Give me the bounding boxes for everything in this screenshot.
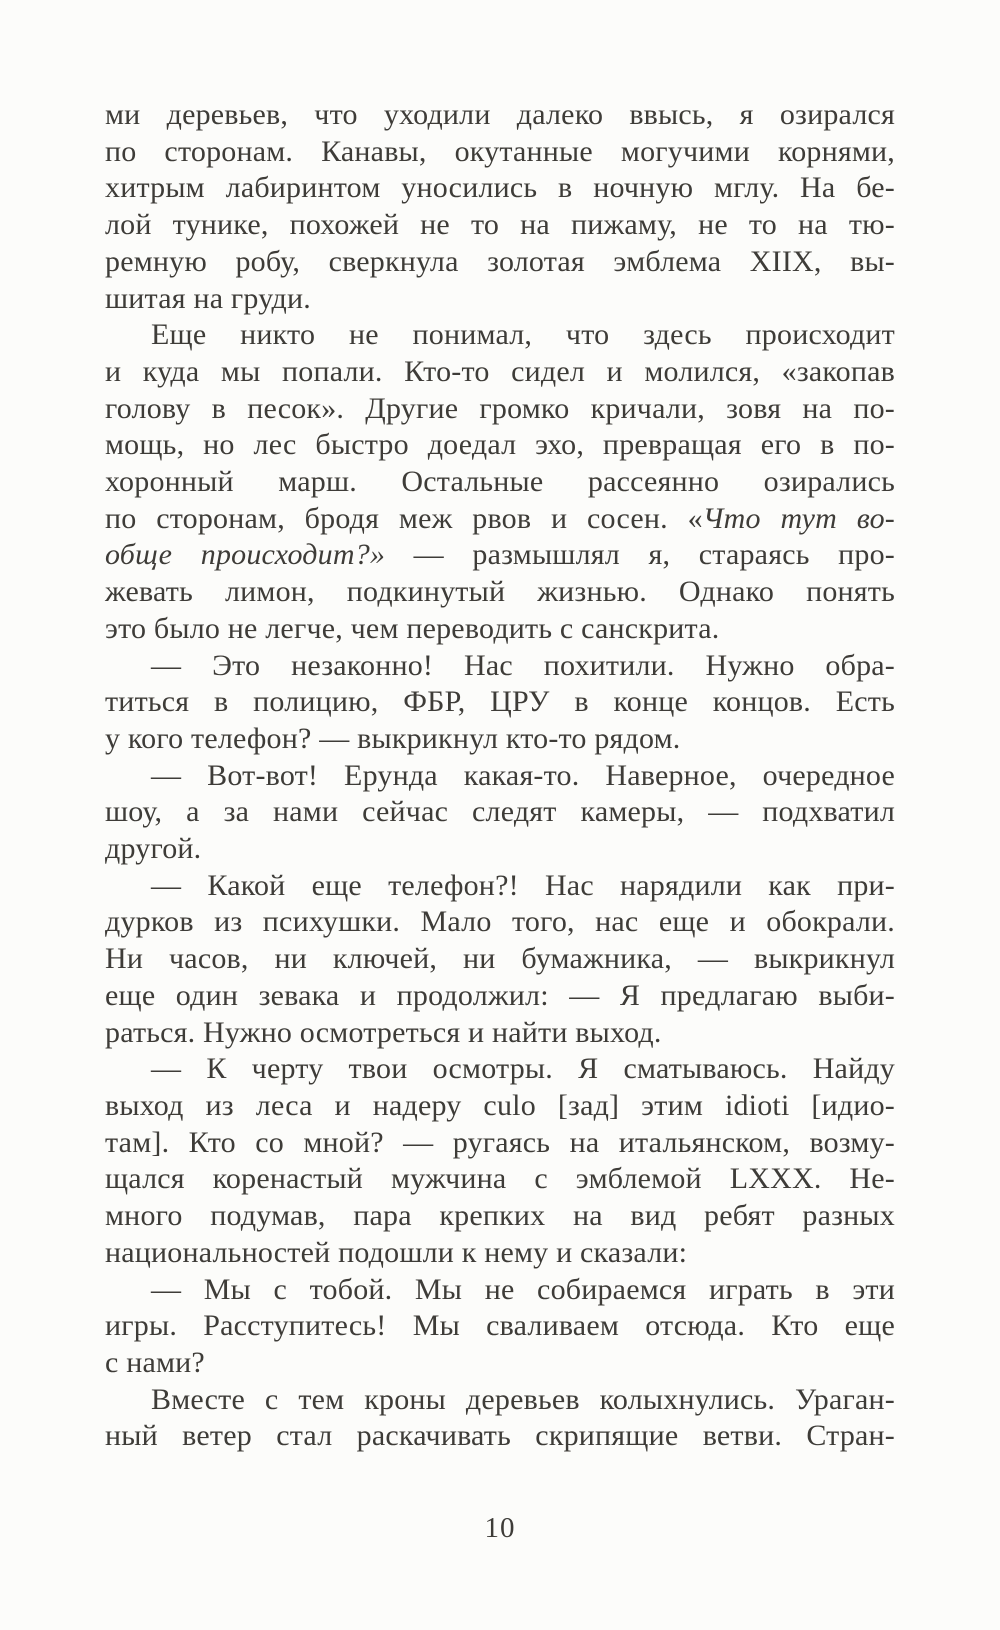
text-segment: мощь, но лес быстро доедал эхо, превращая его в по- [105,428,895,462]
text-line [105,794,895,831]
text-segment: дурков из психушки. Мало того, нас еще и обокрали. [105,905,895,939]
text-line [105,464,895,501]
text-segment: по сторонам. Канавы, окутанные могучими корнями, [105,134,895,168]
text-segment: лой тунике, похожей не то на пижаму, не то на тю- [105,208,895,242]
text-line [105,1015,895,1052]
text-line [105,978,895,1015]
text-block [105,97,895,1455]
text-line [105,244,895,281]
text-line [105,831,895,868]
text-line [105,1088,895,1125]
text-segment: голову в песок». Другие громко кричали, зовя на по- [105,391,895,425]
text-segment: шоу, а за нами сейчас следят камеры, — подхватил [105,795,895,829]
text-line [105,354,895,391]
text-line [105,1235,895,1272]
text-line [105,574,895,611]
text-segment: титься в полицию, ФБР, ЦРУ в конце концов. Есть [105,685,895,719]
text-segment: еще один зевака и продолжил: — Я предлагаю выби- [105,978,895,1012]
text-line [105,611,895,648]
text-line [105,1345,895,1382]
text-line [105,391,895,428]
text-line [105,170,895,207]
text-segment: жевать лимон, подкинутый жизнью. Однако понять [105,575,895,609]
text-line [105,721,895,758]
text-line [105,1051,895,1088]
text-segment: ремную робу, сверкнула золотая эмблема XIIX, вы- [105,244,895,278]
text-segment: другой. [105,832,202,866]
text-line [105,648,895,685]
text-segment: ный ветер стал раскачивать скрипящие ветви. Стран- [105,1419,895,1453]
text-segment: Вместе с тем кроны деревьев колыхнулись. Ураган- [151,1382,895,1416]
text-line [105,1272,895,1309]
text-line [105,1125,895,1162]
text-segment: — Вот-вот! Ерунда какая-то. Наверное, очередное [151,758,895,792]
text-line [105,1382,895,1419]
text-segment: с нами? [105,1345,205,1379]
text-segment: шитая на груди. [105,281,311,315]
text-segment: хитрым лабиринтом уносились в ночную мглу. На бе- [105,171,895,205]
text-segment: там]. Кто со мной? — ругаясь на итальянском, возму- [105,1125,895,1159]
text-line [105,1198,895,1235]
text-line [105,427,895,464]
text-line [105,941,895,978]
text-segment: раться. Нужно осмотреться и найти выход. [105,1015,662,1049]
text-segment: — Какой еще телефон?! Нас нарядили как при- [151,868,895,902]
text-segment: у кого телефон? — выкрикнул кто-то рядом. [105,721,681,755]
text-segment: выход из леса и надеру culo [зад] этим idioti [идио- [105,1088,895,1122]
text-segment: много подумав, пара крепких на вид ребят разных [105,1199,895,1233]
text-line [105,868,895,905]
text-segment: и куда мы попали. Кто-то сидел и молился, «закопав [105,354,895,388]
text-segment: хоронный марш. Остальные рассеянно озирались [105,465,895,499]
text-line [105,758,895,795]
text-line [105,684,895,721]
text-segment: игры. Расступитесь! Мы сваливаем отсюда. Кто еще [105,1309,895,1343]
italic-text-segment: Что тут во- [702,501,895,535]
text-segment: Ни часов, ни ключей, ни бумажника, — выкрикнул [105,942,895,976]
italic-text-segment: обще происходит?» [105,538,386,572]
text-line [105,207,895,244]
text-segment: — размышлял я, стараясь про- [385,538,895,572]
page-number: 10 [484,1512,516,1544]
text-line [105,1161,895,1198]
text-line [105,317,895,354]
text-segment: — Мы с тобой. Мы не собираемся играть в эти [151,1272,895,1306]
text-line [105,97,895,134]
text-line [105,1418,895,1455]
text-line [105,537,895,574]
text-segment: ми деревьев, что уходили далеко ввысь, я озирался [105,98,895,131]
text-line [105,134,895,171]
text-segment: по сторонам, бродя меж рвов и сосен. « [105,501,703,535]
text-line [105,904,895,941]
text-segment: щался коренастый мужчина с эмблемой LXXX. Не- [105,1162,895,1196]
text-segment: национальностей подошли к нему и сказали: [105,1235,688,1269]
text-segment: — К черту твои осмотры. Я сматываюсь. Найду [151,1052,895,1086]
text-segment: Еще никто не понимал, что здесь происходит [151,318,895,352]
text-line [105,501,895,538]
text-segment: это было не легче, чем переводить с санскрита. [105,611,720,645]
text-line [105,281,895,318]
text-line [105,1308,895,1345]
text-segment: — Это незаконно! Нас похитили. Нужно обра- [151,648,895,682]
